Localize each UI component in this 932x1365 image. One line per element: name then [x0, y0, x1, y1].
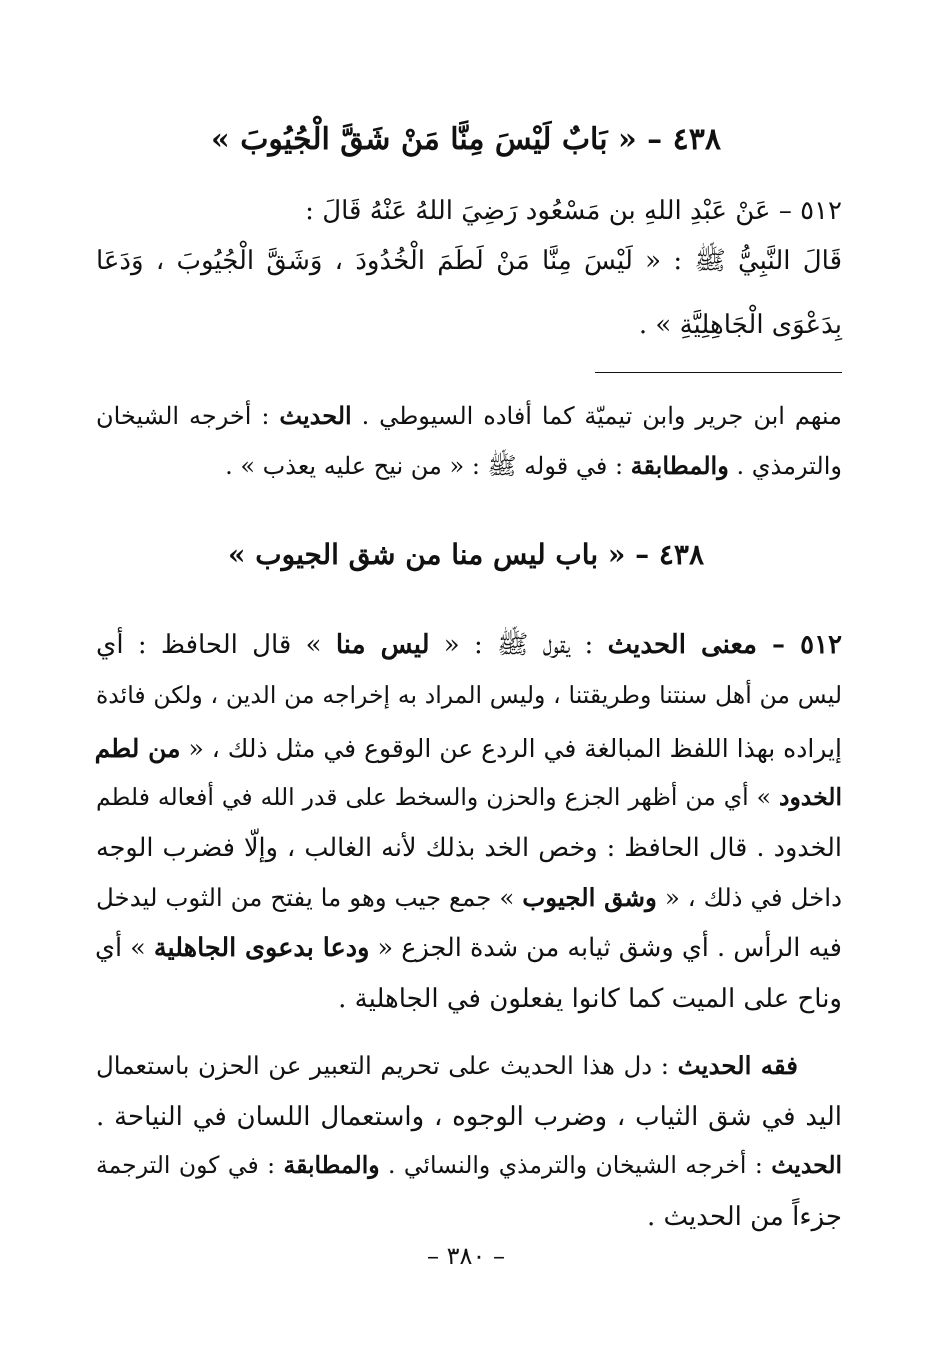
- fiqh-line: [96, 1051, 842, 1080]
- fiqh-text: : دل هذا الحديث على تحريم التعبير عن الحزن باستعمال: [96, 1051, 678, 1080]
- commentary-text: » أي: [94, 933, 154, 963]
- hadith-matn-line: قَالَ النَّبِيُّ ﷺ : « لَيْسَ مِنَّا مَنْ لَطَمَ الْخُدُودَ ، وَشَقَّ الْجُيُوبَ ، وَدَعَا: [96, 246, 842, 276]
- correspondence-label: والمطابقة: [283, 1151, 380, 1179]
- fiqh-line: اليد في شق الثياب ، وضرب الوجوه ، واستعمال اللسان في النياحة .: [96, 1102, 842, 1132]
- footnote-bold-term: الحديث: [279, 401, 352, 430]
- footnote-text: : في قوله ﷺ : « من نيح عليه يعذب » .: [225, 452, 631, 480]
- chapter-heading-commentary: ٤٣٨ – « باب ليس منا من شق الجيوب »: [228, 538, 704, 571]
- commentary-line: [94, 933, 842, 963]
- commentary-line: [96, 632, 842, 658]
- footnote-bold-term: والمطابقة: [630, 451, 729, 480]
- commentary-text: » أي من أظهر الجزع والحزن والسخط على قدر الله في أفعاله فلطم: [96, 783, 779, 811]
- commentary-text: : يقول ﷺ : «: [429, 630, 608, 660]
- footnote-separator: [595, 372, 842, 373]
- commentary-line: [96, 883, 842, 912]
- footnote-text: منهم ابن جرير وابن تيميّة كما أفاده السيوطي .: [351, 402, 842, 430]
- commentary-text: فيه الرأس . أي وشق ثيابه من شدة الجزع «: [369, 933, 842, 963]
- fiqh-line: [96, 1151, 843, 1179]
- commentary-line: [96, 783, 842, 811]
- quoted-phrase: الخدود: [778, 783, 842, 811]
- footnote-line: [96, 451, 842, 480]
- hadith-label: الحديث: [771, 1151, 843, 1179]
- quoted-phrase: ودعا بدعوى الجاهلية: [153, 933, 370, 963]
- fiqh-text: : أخرجه الشيخان والترمذي والنسائي .: [379, 1151, 772, 1179]
- hadith-matn-line-end: بِدَعْوَى الْجَاهِلِيَّةِ » .: [638, 310, 842, 340]
- footnote-text: والترمذي .: [728, 452, 842, 480]
- commentary-line: الخدود . قال الحافظ : وخص الخد بذلك لأنه الغالب ، وإلّا فضرب الوجه: [96, 833, 842, 863]
- commentary-text: إيراده بهذا اللفظ المبالغة في الردع عن الوقوع في مثل ذلك ، «: [180, 734, 842, 763]
- hadith-number-label: ٥١٢ – معنى الحديث: [607, 630, 843, 660]
- commentary-line: ليس من أهل سنتنا وطريقتنا ، وليس المراد به إخراجه من الدين ، ولكن فائدة: [96, 681, 842, 709]
- quoted-phrase: وشق الجيوب: [522, 883, 657, 912]
- footnote-line: [96, 401, 842, 430]
- commentary-line: [96, 736, 842, 761]
- fiqh-line-end: جزءاً من الحديث .: [647, 1202, 842, 1232]
- commentary-text: » قال الحافظ : أي: [96, 630, 336, 660]
- quoted-phrase: ليس منا: [335, 630, 430, 660]
- commentary-text: » جمع جيب وهو ما يفتح من الثوب ليدخل: [96, 883, 523, 912]
- quoted-phrase: من لطم: [94, 734, 181, 763]
- footnote-text: : أخرجه الشيخان: [96, 402, 280, 430]
- hadith-isnad-line: ٥١٢ – عَنْ عَبْدِ اللهِ بن مَسْعُود رَضِيَ اللهُ عَنْهُ قَالَ :: [305, 196, 842, 226]
- commentary-line-end: وناح على الميت كما كانوا يفعلون في الجاهلية .: [338, 984, 842, 1014]
- page-number: – ٣٨٠ –: [427, 1242, 505, 1270]
- commentary-text: داخل في ذلك ، «: [656, 883, 842, 912]
- fiqh-text: : في كون الترجمة: [96, 1151, 284, 1179]
- chapter-heading-vocalized: ٤٣٨ – « بَابٌ لَيْسَ مِنَّا مَنْ شَقَّ الْجُيُوبَ »: [211, 122, 721, 157]
- fiqh-label: فقه الحديث: [677, 1051, 799, 1080]
